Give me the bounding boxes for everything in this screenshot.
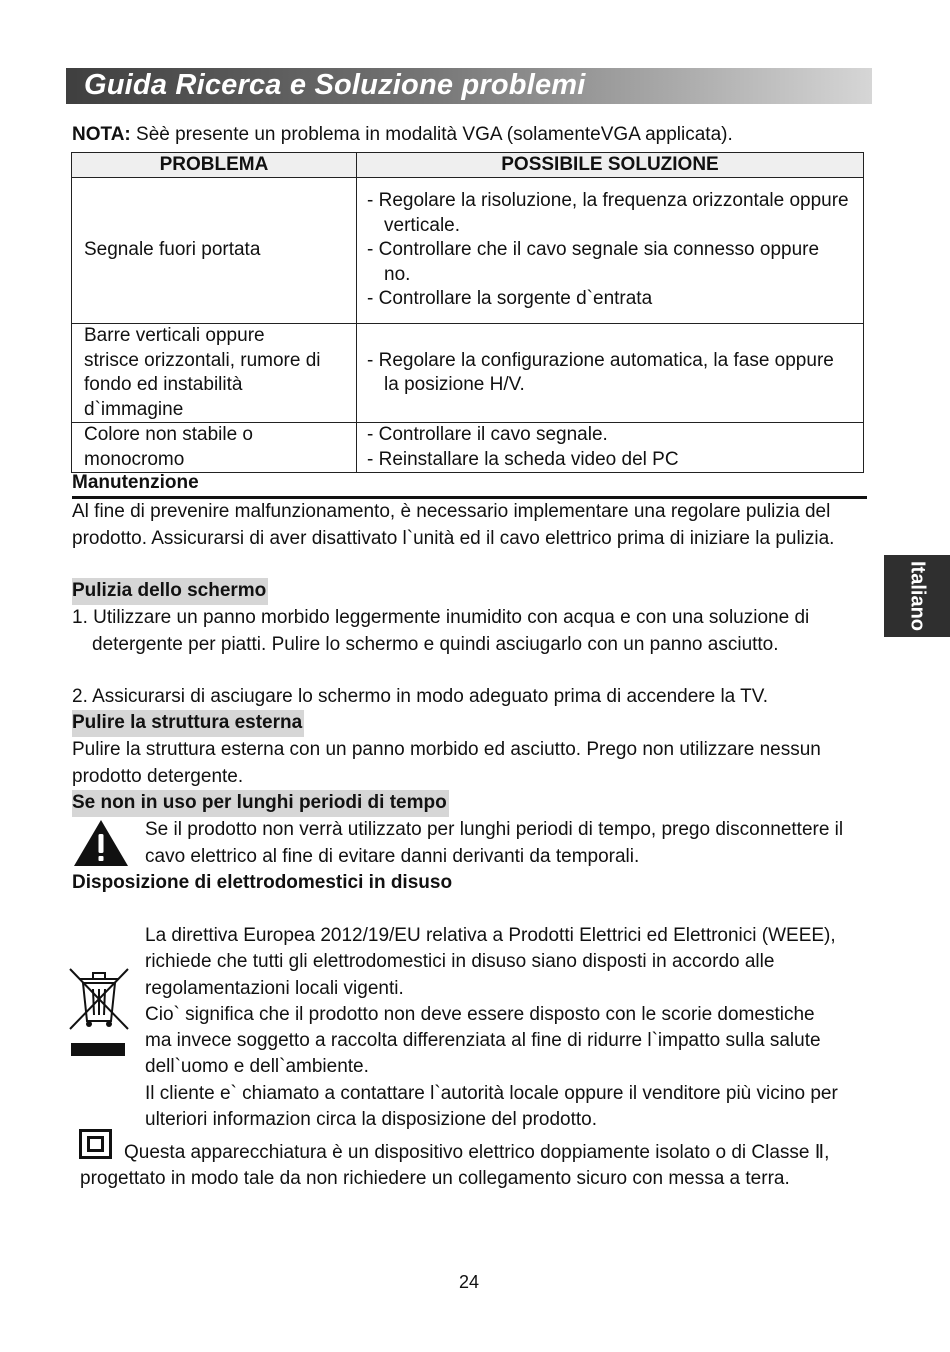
problem-line: monocromo — [84, 448, 185, 470]
class2-text: Questa apparecchiatura è un dispositivo elettrico doppiamente isolato o di Classe Ⅱ, progettato in modo tale da non richiedere un collegamento sicuro con messa a terra. — [80, 1142, 830, 1190]
disposal-paragraph: La direttiva Europea 2012/19/EU relativa a Prodotti Elettrici ed Elettronici (WEEE), richiede che tutti gli elettrodomestici in disuso siano disposti in accordo alle regolamentazioni locali vigenti. — [145, 925, 836, 999]
page-title: Guida Ricerca e Soluzione problemi — [84, 69, 586, 101]
list-item: 1. Utilizzare un panno morbido leggermente inumidito con acqua e con una soluzione di detergente per piatti. Pulire lo schermo e quindi asciugarlo con un panno asciutto. — [72, 607, 810, 655]
maintenance-intro: Al fine di prevenire malfunzionamento, è necessario implementare una regolare pulizia del prodotto. Assicurarsi di aver disattivato l`unità ed il cavo elettrico prima di iniziare la pulizia. — [72, 501, 835, 549]
subheading-cabinet-cleaning — [72, 710, 872, 737]
solution-line: - Regolare la risoluzione, la frequenza orizzontale oppure verticale. — [367, 190, 849, 236]
note — [72, 124, 733, 146]
solution-cell — [357, 324, 864, 423]
table-header-row — [72, 153, 864, 178]
table-row — [72, 178, 864, 324]
table-row — [72, 324, 864, 423]
column-header-solution: POSSIBILE SOLUZIONE — [357, 153, 864, 178]
solution-line: - Controllare la sorgente d`entrata — [367, 288, 653, 310]
problem-line: Barre verticali oppure — [84, 325, 265, 346]
subheading-screen-cleaning — [72, 578, 872, 605]
subheading-label: Pulizia dello schermo — [72, 578, 268, 605]
subheading-label: Pulire la struttura esterna — [72, 710, 304, 737]
table-row — [72, 423, 864, 473]
subheading-label: Se non in uso per lunghi periodi di tempo — [72, 790, 449, 817]
solution-line: - Regolare la configurazione automatica, la fase oppure la posizione H/V. — [367, 349, 834, 395]
cabinet-text: Pulire la struttura esterna con un panno morbido ed asciutto. Prego non utilizzare nessun prodotto detergente. — [72, 739, 821, 787]
solution-line: - Controllare il cavo segnale. — [367, 424, 608, 445]
page-number: 24 — [458, 1272, 480, 1292]
troubleshooting-table — [71, 152, 864, 473]
disposal-text — [145, 923, 845, 1133]
column-header-problem: PROBLEMA — [72, 153, 357, 178]
list-item: 2. Assicurarsi di asciugare lo schermo in modo adeguato prima di accendere la TV. — [72, 686, 768, 707]
solution-line: - Reinstallare la scheda video del PC — [367, 448, 679, 470]
unused-text: Se il prodotto non verrà utilizzato per lunghi periodi di tempo, prego disconnettere il cavo elettrico al fine di evitare danni derivanti da temporali. — [145, 819, 844, 867]
solution-cell — [357, 423, 864, 473]
disposal-paragraph: Il cliente e` chiamato a contattare l`autorità locale oppure il venditore più vicino per ulteriori informazion circa la disposizione del prodotto. — [145, 1082, 838, 1131]
language-tab-label: Italiano — [906, 560, 929, 632]
note-text: Sèè presente un problema in modalità VGA (solamenteVGA applicata). — [130, 124, 733, 145]
problem-cell — [72, 324, 357, 423]
solution-cell — [357, 178, 864, 324]
problem-cell — [72, 423, 357, 473]
crossed-bin-icon — [67, 965, 131, 1059]
title-banner — [66, 68, 872, 104]
warning-triangle-icon — [72, 818, 130, 868]
subheading-unused — [72, 790, 872, 817]
language-tab — [884, 555, 950, 637]
solution-line: - Controllare che il cavo segnale sia connesso oppure no. — [367, 239, 820, 285]
section-heading-maintenance: Manutenzione — [72, 472, 199, 493]
problem-line: Segnale fuori portata — [84, 239, 261, 261]
problem-line: strisce orizzontali, rumore di — [84, 349, 321, 371]
subheading-disposal: Disposizione di elettrodomestici in disuso — [72, 872, 453, 893]
problem-line: d`immagine — [84, 398, 184, 420]
note-label: NOTA: — [72, 124, 131, 145]
problem-line: Colore non stabile o — [84, 424, 253, 445]
problem-cell — [72, 178, 357, 324]
problem-line: fondo ed instabilità — [84, 374, 243, 395]
disposal-paragraph: Cio` significa che il prodotto non deve essere disposto con le scorie domestiche ma invece soggetto a raccolta differenziata al fine di ridurre l`impatto sulla salute dell`uomo e dell`ambiente. — [145, 1003, 821, 1078]
